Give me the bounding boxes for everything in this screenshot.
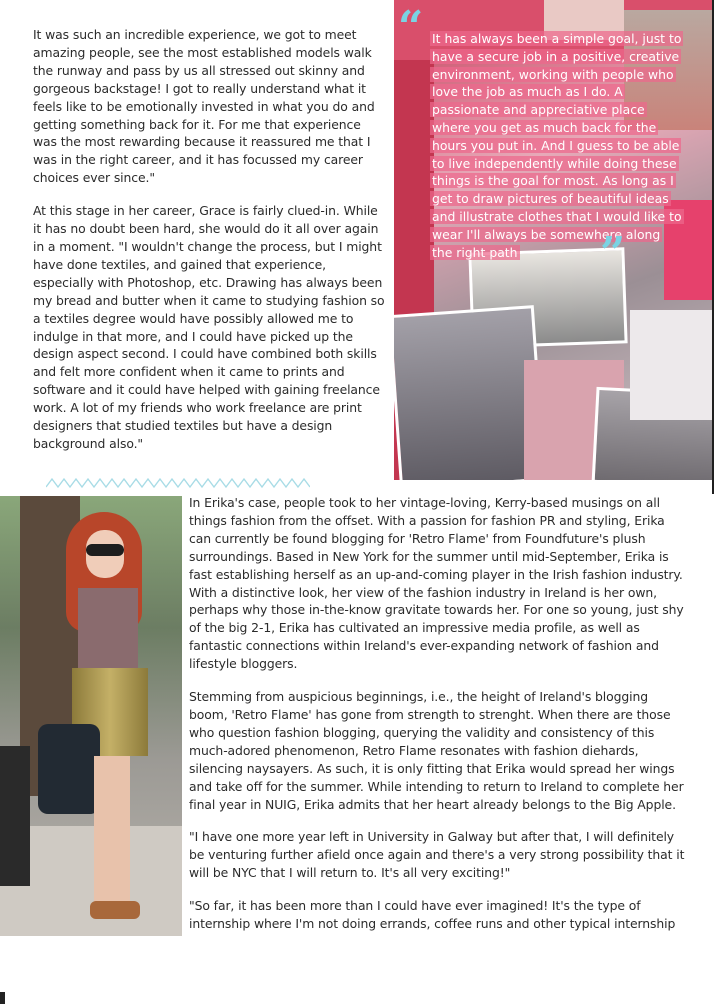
figure-legs xyxy=(94,756,130,906)
pull-quote xyxy=(430,30,682,261)
erika-portrait-photo xyxy=(0,496,182,936)
page-edge-mark xyxy=(0,992,5,1004)
paragraph-experience: It was such an incredible experience, we got to meet amazing people, see the most established models walk the runway and pass by us all stressed out skinny and gorgeous backstage! I got to really understand what it feels like to be emotionally invested in what you do and getting something back for it. For me that experience was the most rewarding because it reassured me that I was in the right career, and it has focussed my career choices ever since." xyxy=(33,27,375,186)
collage-tile-sketch xyxy=(630,310,712,420)
paragraph-nyc-quote: "I have one more year left in University in Galway but after that, I will definitely be venturing further afield once again and there's a very strong possibility that it will be NYC that I will return to. It's all very exciting!" xyxy=(189,829,685,881)
page-edge-line xyxy=(712,0,714,494)
figure-sunglasses xyxy=(86,544,124,556)
paragraph-erika-intro: In Erika's case, people took to her vintage-loving, Kerry-based musings on all things fashion from the offset. With a passion for fashion PR and styling, Erika can currently be found blogging for 'Retro Flame' from Foundfuture's plush surroundings. Based in New York for the summer until mid-September, Erika is fast establishing herself as an up-and-coming player in the Irish fashion industry. With a distinctive look, her view of the fashion industry in Ireland is her own, perhaps why those in-the-know gravitate towards her. For one so young, just shy of the big 2-1, Erika has cultivated an impressive media profile, as well as fantastic connections within Ireland's ever-expanding network of fashion and lifestyle bloggers. xyxy=(189,495,684,672)
paragraph-grace: At this stage in her career, Grace is fairly clued-in. While it has no doubt been hard, she would do it all over again in a moment. "I wouldn't change the process, but I might have done textiles, and gained that experience, especially with Photoshop, etc. Drawing has always been my bread and butter when it came to studying fashion so a textiles degree would have possibly allowed me to indulge in that more, and I could have picked up the design aspect second. I could have combined both skills and felt more confident when it came to prints and software and it could have helped with gaining freelance work. A lot of my friends who work freelance are print designers that studied textiles but have a design background also." xyxy=(33,203,385,451)
quote-close-icon: ” xyxy=(600,228,626,279)
figure-bag xyxy=(38,724,100,814)
right-article-column xyxy=(189,494,689,948)
figure-top xyxy=(78,588,138,668)
figure-shoes xyxy=(90,901,140,919)
paragraph-retro-flame: Stemming from auspicious beginnings, i.e., the height of Ireland's blogging boom, 'Retro Flame' has gone from strength to strenght. When there are those who question fashion blogging, querying the validity and consistency of this much-adored phenomenon, Retro Flame resonates with fashion diehards, silencing naysayers. As such, it is only fitting that Erika would spread her wings and take off for the summer. While intending to return to Ireland to complete her final year in NUIG, Erika admits that her heart already belongs to the Big Apple. xyxy=(189,689,684,812)
paragraph-internship-quote: "So far, it has been more than I could have ever imagined! It's the type of internship where I'm not doing errands, coffee runs and other typical internship xyxy=(189,898,676,932)
fence xyxy=(0,746,30,886)
zigzag-divider xyxy=(46,477,310,489)
quote-open-icon: “ xyxy=(398,2,424,53)
left-article-column xyxy=(33,26,385,468)
pull-quote-text: It has always been a simple goal, just to have a secure job in a positive, creative environment, working with people who love the job as much as I do. A passionate and appreciative place where you get as much back for the hours you put in. And I guess to be able to live independently while doing these things is the goal for most. As long as I get to draw pictures of beautiful ideas and illustrate clothes that I would like to wear I'll always be somewhere along the right path xyxy=(432,31,682,260)
